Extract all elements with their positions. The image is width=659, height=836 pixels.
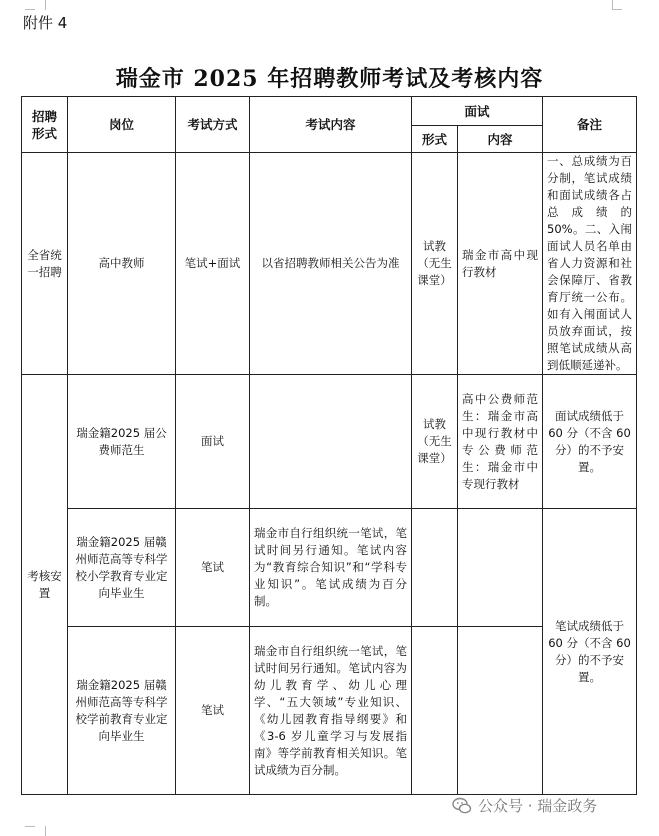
cell-exam-content <box>250 375 412 509</box>
cell-position: 瑞金籍2025 届赣州师范高等专科学校学前教育专业定向毕业生 <box>68 627 176 795</box>
cell-position: 高中教师 <box>68 153 176 375</box>
cell-exam-method: 笔试 <box>176 627 250 795</box>
cell-position: 瑞金籍2025 届赣州师范高等专科学校小学教育专业定向毕业生 <box>68 509 176 627</box>
header-position: 岗位 <box>68 97 176 153</box>
header-exam-content: 考试内容 <box>250 97 412 153</box>
cell-interview-form: 试教（无生课堂） <box>412 153 458 375</box>
cell-exam-content: 瑞金市自行组织统一笔试，笔试时间另行通知。笔试内容为“教育综合知识”和“学科专业知识”。笔试成绩为百分制。 <box>250 509 412 627</box>
watermark-text: 公众号 · 瑞金政务 <box>478 797 598 815</box>
cell-exam-method: 笔试+面试 <box>176 153 250 375</box>
crop-mark <box>25 9 35 10</box>
cell-interview-form <box>412 627 458 795</box>
table-row <box>22 509 637 627</box>
header-remarks: 备注 <box>543 97 637 153</box>
cell-form: 考核安置 <box>22 375 68 795</box>
cell-exam-method: 面试 <box>176 375 250 509</box>
watermark <box>452 795 597 816</box>
header-form: 招聘形式 <box>22 97 68 153</box>
cell-position: 瑞金籍2025 届公费师范生 <box>68 375 176 509</box>
cell-exam-content: 以省招聘教师相关公告为准 <box>250 153 412 375</box>
header-interview-content: 内容 <box>458 126 543 153</box>
attachment-label: 附件 4 <box>23 14 68 32</box>
cell-form: 全省统一招聘 <box>22 153 68 375</box>
cell-interview-form: 试教（无生课堂） <box>412 375 458 509</box>
cell-interview-content: 高中公费师范生：瑞金市高中现行教材中专公费师范生：瑞金市中专现行教材 <box>458 375 543 509</box>
cell-interview-content <box>458 627 543 795</box>
header-exam-method: 考试方式 <box>176 97 250 153</box>
cell-interview-content <box>458 509 543 627</box>
crop-mark <box>25 826 35 827</box>
cell-remarks: 一、总成绩为百分制，笔试成绩和面试成绩各占总成绩的 50%。二、入闱面试人员名单由省人力资源和社会保障厅、省教育厅统一公布。如有入闱面试人员放弃面试，按照笔试成绩从高到低顺延递补。 <box>543 153 637 375</box>
header-interview-form: 形式 <box>412 126 458 153</box>
crop-mark <box>35 0 46 10</box>
cell-interview-content: 瑞金市高中现行教材 <box>458 153 543 375</box>
exam-content-table <box>21 96 637 795</box>
document-title: 瑞金市 2025 年招聘教师考试及考核内容 <box>115 66 544 92</box>
cell-interview-form <box>412 509 458 627</box>
cell-exam-content: 瑞金市自行组织统一笔试，笔试时间另行通知。笔试内容为幼儿教育学、幼儿心理学、“五大领域”专业知识、《幼儿园教育指导纲要》和《3-6 岁儿童学习与发展指南》等学前教育相关知识。笔试成绩为百分制。 <box>250 627 412 795</box>
header-interview: 面试 <box>412 97 543 126</box>
cell-remarks: 面试成绩低于 60 分（不含 60 分）的不予安置。 <box>543 375 637 509</box>
table-row <box>22 153 637 375</box>
wechat-icon <box>452 796 472 816</box>
table-row <box>22 375 637 509</box>
crop-mark <box>612 9 622 10</box>
cell-exam-method: 笔试 <box>176 509 250 627</box>
cell-remarks: 笔试成绩低于 60 分（不含 60 分）的不予安置。 <box>543 509 637 795</box>
